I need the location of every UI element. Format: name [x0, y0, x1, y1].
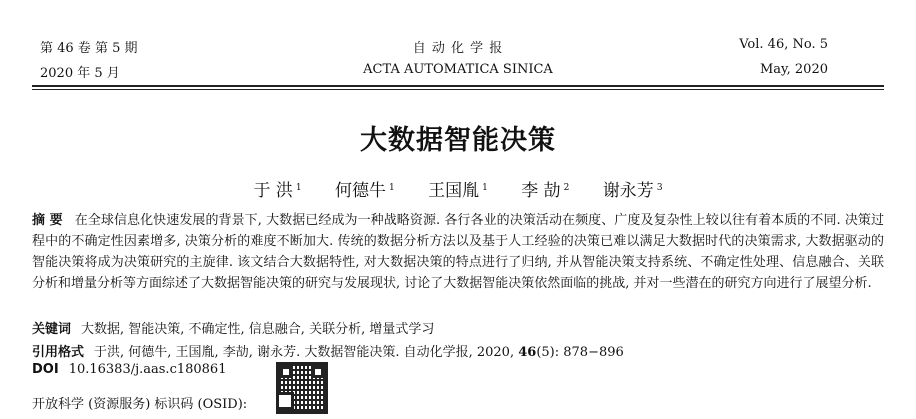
author-3: 王国胤 $^1$ — [428, 181, 488, 201]
author-2: 何德牛 $^1$ — [334, 181, 395, 201]
date-cn: 2020 年 5 月 — [40, 66, 120, 81]
volume-issue-cn: 第 46 卷 第 5 期 — [40, 41, 138, 56]
header-rule-thin — [32, 89, 884, 90]
author-5: 谢永芳 $^3$ — [602, 181, 663, 201]
journal-name-cn: 自 动 化 学 报 — [412, 41, 504, 56]
citation-volume: 46 — [518, 345, 537, 360]
keywords-row — [32, 318, 434, 337]
header-rule-thick — [32, 85, 884, 87]
author-list — [0, 176, 916, 201]
qr-finder-pattern — [276, 392, 294, 410]
osid-row — [32, 393, 247, 412]
keywords-label: 关键词 — [32, 322, 72, 337]
abstract — [32, 210, 884, 294]
doi-row — [32, 362, 226, 377]
author-4: 李 劼 $^2$ — [521, 181, 570, 201]
journal-name-en: ACTA AUTOMATICA SINICA — [363, 62, 553, 77]
citation-label: 引用格式 — [32, 345, 85, 360]
abstract-text: 在全球信息化快速发展的背景下, 大数据已经成为一种战略资源. 各行各业的决策活动在频度、广度及复杂性上较以往有着本质的不同. 决策过程中的不确定性因素增多, 决策分析的难度不断加大. 传统的数据分析方法以及基于人工经验的决策已难以满足大数据时代的决策需求, 大数据驱动的智能决策将成为决策研究的主旋律. 该文结合大数据特性, 对大数据决策的特点进行了归纳, 并从智能决策支持系统、不确定性处理、信息融合、关联分析和增量分析等方面综述了大数据智能决策的研究与发展现状, 讨论了大数据智能决策依然面临的挑战, 并对一些潜在的研究方向进行了展望分析. — [32, 213, 885, 291]
date-en: May, 2020 — [759, 62, 828, 77]
citation-text: 于洪, 何德牛, 王国胤, 李劼, 谢永芳. 大数据智能决策. 自动化学报, 2020, — [94, 345, 515, 360]
volume-issue-en: Vol. 46, No. 5 — [739, 37, 828, 52]
keywords-text: 大数据, 智能决策, 不确定性, 信息融合, 关联分析, 增量式学习 — [81, 322, 435, 337]
paper-title: 大数据智能决策 — [360, 125, 556, 156]
osid-label: 开放科学 (资源服务) 标识码 (OSID): — [32, 397, 248, 412]
citation-pages: (5): 878−896 — [536, 345, 624, 360]
doi-label: DOI — [32, 362, 59, 377]
citation-row — [32, 341, 624, 360]
abstract-label: 摘 要 — [32, 213, 63, 228]
doi-value[interactable]: 10.16383/j.aas.c180861 — [68, 362, 227, 377]
author-1: 于 洪 $^1$ — [253, 181, 302, 201]
